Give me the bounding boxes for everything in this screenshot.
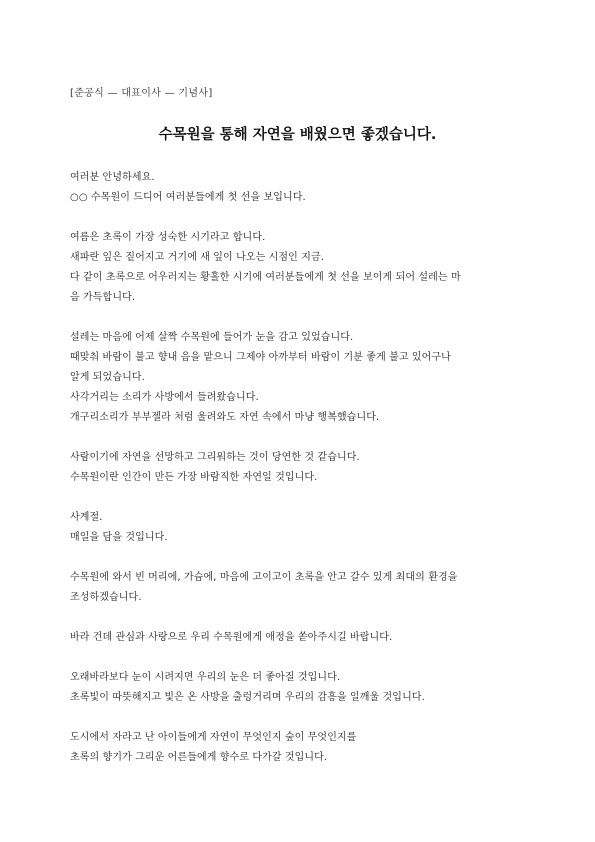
paragraph-line: 수목원에 와서 빈 머리에, 가슴에, 마음에 고이고이 초록을 안고 갈수 있게 최대의 환경을 — [70, 572, 458, 583]
document-title: 수목원을 통해 자연을 배웠으면 좋겠습니다. — [158, 127, 437, 143]
paragraph — [70, 448, 525, 488]
paragraph — [70, 728, 525, 768]
paragraph-line: ○○ 수목원이 드디어 여러분들에게 첫 선을 보입니다. — [70, 192, 306, 203]
paragraph-line: 오래바라보다 눈이 시려지면 우리의 눈은 더 좋아질 것입니다. — [70, 672, 341, 683]
paragraph-line: 사람이기에 자연을 선망하고 그리워하는 것이 당연한 것 같습니다. — [70, 452, 360, 463]
paragraph — [70, 228, 525, 308]
header-tag: [준공식 — 대표이사 — 기념사] — [70, 88, 213, 99]
paragraph-line: 때맞춰 바람이 불고 향내 음을 맡으니 그제야 아까부터 바람이 기분 좋게 불고 있어구나 — [70, 352, 451, 363]
paragraph-line: 여러분 안녕하세요. — [70, 172, 155, 183]
paragraph-line: 조성하겠습니다. — [70, 592, 142, 603]
paragraph-line: 새파란 잎은 짙어지고 거기에 새 잎이 나오는 시점인 지금. — [70, 252, 324, 263]
paragraph-line: 개구리소리가 부부젤라 처럼 울려와도 자연 속에서 마냥 행복했습니다. — [70, 412, 380, 423]
paragraph-line: 알게 되었습니다. — [70, 372, 145, 383]
paragraph-line: 수목원이란 인간이 만든 가장 바람직한 자연일 것입니다. — [70, 472, 318, 483]
paragraph-line: 초록의 향기가 그리운 어른들에게 향수로 다가갈 것입니다. — [70, 752, 328, 763]
paragraph — [70, 328, 525, 428]
paragraph-line: 초록빛이 따뜻해지고 빛은 온 사방을 출렁거리며 우리의 감흥을 일깨울 것입니다. — [70, 692, 425, 703]
paragraph-line: 다 같이 초록으로 어우러지는 황홀한 시기에 여러분들에게 첫 선을 보이게 되어 설레는 마 — [70, 272, 461, 283]
paragraph — [70, 668, 525, 708]
paragraph-line: 사각거리는 소리가 사방에서 들려왔습니다. — [70, 392, 259, 403]
paragraph — [70, 568, 525, 608]
paragraph-line: 도시에서 자라고 난 아이들에게 자연이 무엇인지 숲이 무엇인지를 — [70, 732, 357, 743]
paragraph-line: 바라 건데 관심과 사랑으로 우리 수목원에게 애정을 쏟아주시길 바랍니다. — [70, 632, 393, 643]
paragraph-line: 설레는 마음에 어제 살짝 수목원에 들어가 눈을 감고 있었습니다. — [70, 332, 354, 343]
paragraph-line: 사계절. — [70, 512, 103, 523]
paragraph — [70, 508, 525, 548]
paragraph — [70, 168, 525, 208]
paragraph-line: 음 가득합니다. — [70, 292, 136, 303]
paragraph-line: 여름은 초록이 가장 성숙한 시기라고 합니다. — [70, 232, 266, 243]
document-body — [70, 168, 525, 788]
paragraph-line: 매일을 담을 것입니다. — [70, 532, 168, 543]
paragraph — [70, 628, 525, 648]
